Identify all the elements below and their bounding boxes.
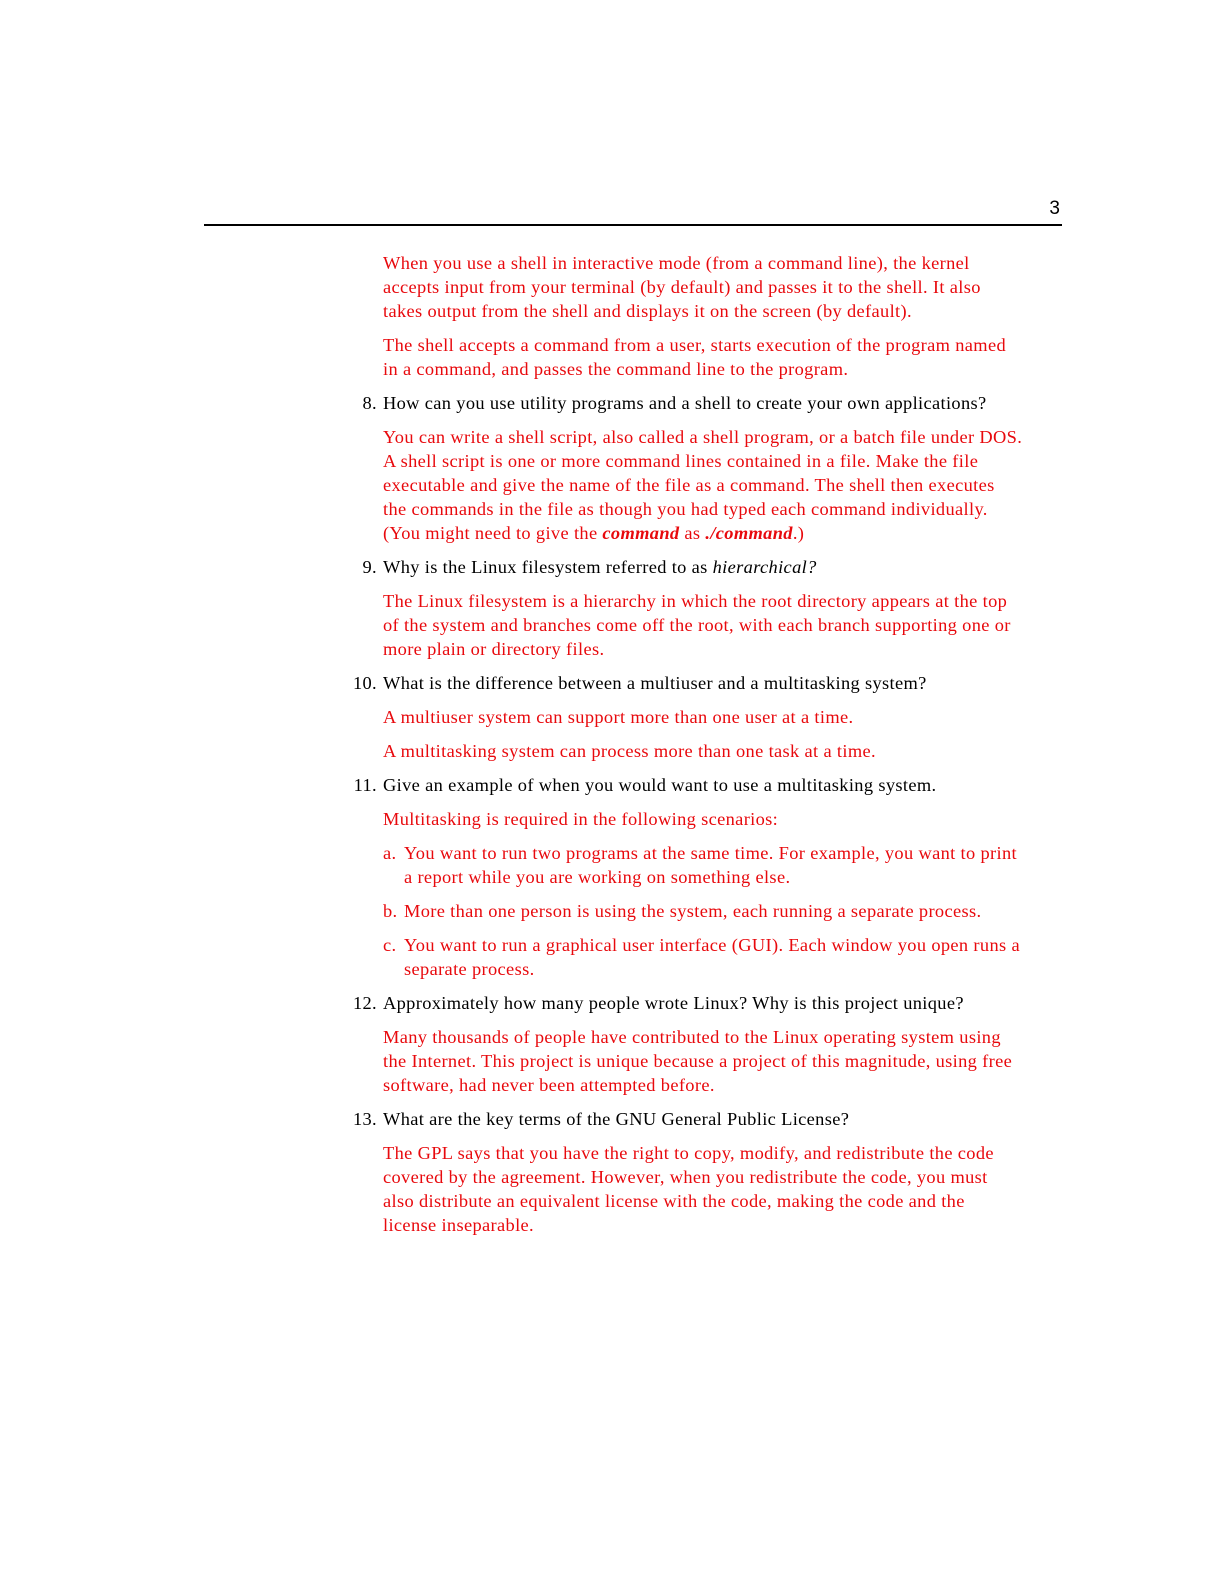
question-number: 8. <box>362 393 377 413</box>
question-10 <box>352 671 1023 695</box>
question-13 <box>352 1107 1023 1131</box>
question-text: What is the difference between a multiuser and a multitasking system? <box>383 673 927 693</box>
answer-text: as <box>679 523 706 543</box>
answer-8 <box>383 425 1023 545</box>
question-number: 11. <box>353 775 377 795</box>
question-9 <box>362 555 1023 579</box>
question-number: 12. <box>352 993 377 1013</box>
item-letter: a. <box>383 843 397 863</box>
answer-10-multiuser: A multiuser system can support more than one user at a time. <box>383 707 854 727</box>
question-emphasis: hierarchical? <box>712 557 817 577</box>
header-rule <box>204 224 1062 226</box>
answer-12: Many thousands of people have contributed to the Linux operating system using the Internet. This project is unique because a project of this magnitude, using free software, had never been attempted before. <box>383 1027 1013 1095</box>
question-text: What are the key terms of the GNU General Public License? <box>383 1109 850 1129</box>
question-number: 10. <box>352 673 377 693</box>
question-text: How can you use utility programs and a shell to create your own applications? <box>383 393 987 413</box>
question-text: Give an example of when you would want to use a multitasking system. <box>383 775 937 795</box>
item-text: You want to run a graphical user interface (GUI). Each window you open runs a separate process. <box>404 935 1020 979</box>
scenario-item-b <box>383 899 1023 923</box>
question-8 <box>362 391 1023 415</box>
question-number: 13. <box>352 1109 377 1129</box>
answer-paragraph: The shell accepts a command from a user, starts execution of the program named in a command, and passes the command line to the program. <box>383 335 1007 379</box>
item-text: You want to run two programs at the same time. For example, you want to print a report while you are working on something else. <box>404 843 1017 887</box>
answer-text: .) <box>792 523 805 543</box>
answer-emphasis: command <box>602 523 680 543</box>
answer-9: The Linux filesystem is a hierarchy in which the root directory appears at the top of the system and branches come off the root, with each branch supporting one or more plain or directory files. <box>383 591 1011 659</box>
answer-emphasis: ./command <box>705 523 793 543</box>
page-number: 3 <box>1049 198 1060 219</box>
question-number: 9. <box>362 557 377 577</box>
page-content <box>352 251 1023 1247</box>
item-letter: c. <box>383 935 397 955</box>
scenario-item-c <box>383 933 1023 981</box>
item-letter: b. <box>383 901 398 921</box>
answer-paragraph: When you use a shell in interactive mode (from a command line), the kernel accepts input from your terminal (by default) and passes it to the shell. It also takes output from the shell and displays it on the screen (by default). <box>383 253 981 321</box>
scenario-item-a <box>383 841 1023 889</box>
answer-10-multitasking: A multitasking system can process more than one task at a time. <box>383 741 876 761</box>
item-text: More than one person is using the system, each running a separate process. <box>404 901 982 921</box>
question-12 <box>352 991 1023 1015</box>
answer-text: You can write a shell script, also called a shell program, or a batch file under DOS. A shell script is one or more command lines contained in a file. Make the file executable and give the name of the file as a command. The shell then executes the commands in the file as though you had typed each command individually. (You might need to give the <box>383 427 1023 543</box>
question-text: Why is the Linux filesystem referred to as <box>383 557 713 577</box>
answer-13: The GPL says that you have the right to copy, modify, and redistribute the code covered by the agreement. However, when you redistribute the code, you must also distribute an equivalent license with the code, making the code and the license inseparable. <box>383 1143 994 1235</box>
question-11 <box>353 773 1023 797</box>
answer-11: Multitasking is required in the following scenarios: <box>383 809 779 829</box>
question-text: Approximately how many people wrote Linux? Why is this project unique? <box>383 993 964 1013</box>
